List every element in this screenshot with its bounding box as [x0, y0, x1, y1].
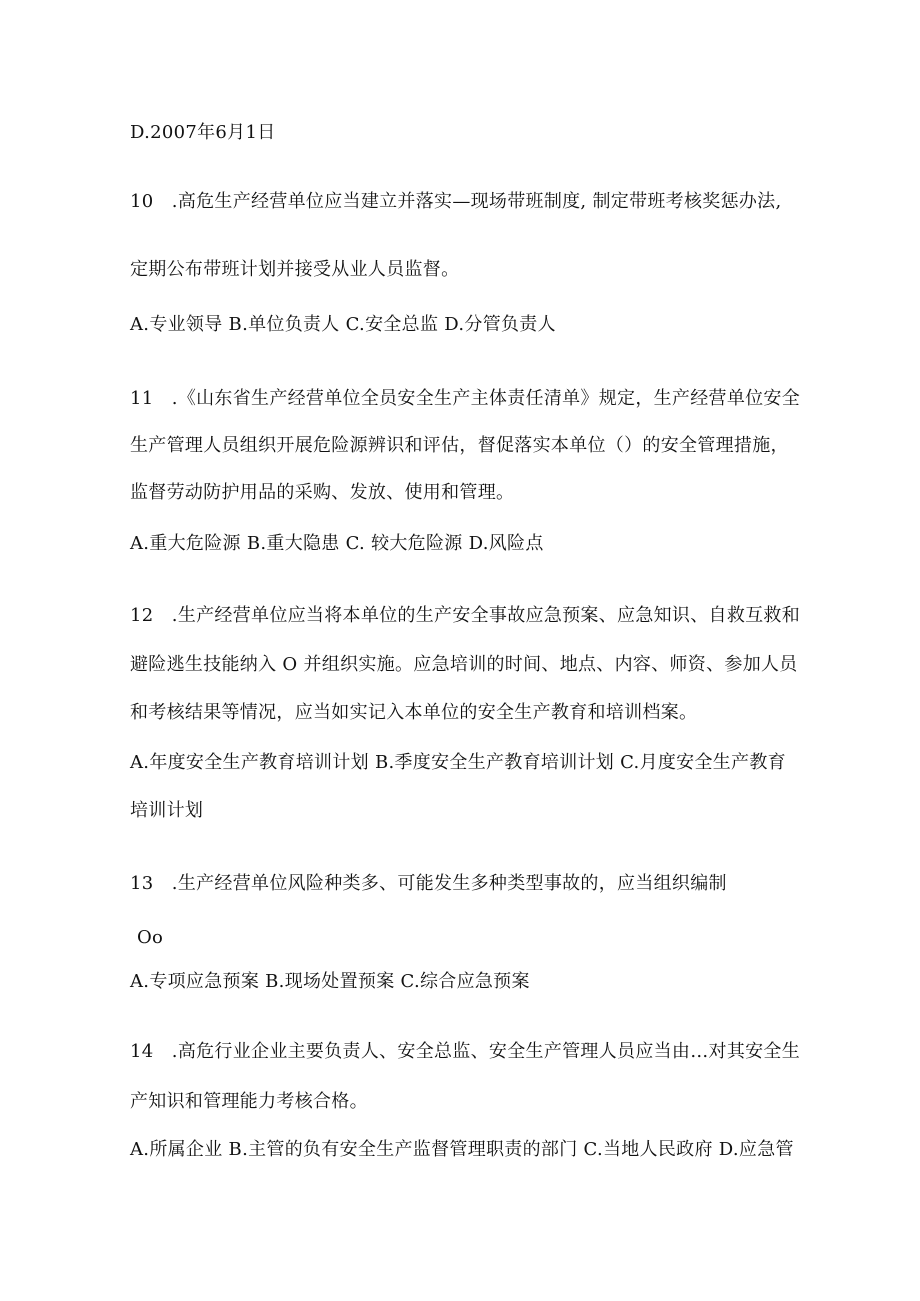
question-13-line-1: 13 .生产经营单位风险种类多、可能发生多种类型事故的，应当组织编制 — [130, 873, 727, 894]
question-11-line-1: 11 .《山东省生产经营单位全员安全生产主体责任清单》规定，生产经营单位安全 — [130, 388, 801, 409]
question-10-line-2: 定期公布带班计划并接受从业人员监督。 — [130, 259, 460, 280]
question-14-line-1: 14 .高危行业企业主要负责人、安全总监、安全生产管理人员应当由…对其安全生 — [130, 1041, 801, 1062]
question-14-options: A.所属企业 B.主管的负有安全生产监督管理职责的部门 C.当地人民政府 D.应急管 — [130, 1139, 794, 1160]
question-13-blank-text: Oo — [137, 927, 164, 948]
question-14-line-2: 产知识和管理能力考核合格。 — [130, 1091, 368, 1112]
question-10-line-1: 10 .高危生产经营单位应当建立并落实—现场带班制度, 制定带班考核奖惩办法, — [130, 191, 782, 212]
question-13-options: A.专项应急预案 B.现场处置预案 C.综合应急预案 — [130, 971, 530, 992]
question-12-options-line-1: A.年度安全生产教育培训计划 B.季度安全生产教育培训计划 C.月度安全生产教育 — [130, 752, 786, 773]
question-12-line-1: 12 .生产经营单位应当将本单位的生产安全事故应急预案、应急知识、自救互救和 — [130, 605, 801, 626]
question-10-options: A.专业领导 B.单位负责人 C.安全总监 D.分管负责人 — [130, 314, 556, 335]
option-line-d-2007: D.2007年6月1日 — [130, 122, 276, 143]
question-11-options: A.重大危险源 B.重大隐患 C. 较大危险源 D.风险点 — [130, 533, 544, 554]
question-12-options-line-2: 培训计划 — [130, 800, 204, 821]
question-11-line-2: 生产管理人员组织开展危险源辨识和评估，督促落实本单位（）的安全管理措施， — [130, 435, 789, 456]
question-11-line-3: 监督劳动防护用品的采购、发放、使用和管理。 — [130, 482, 515, 503]
question-12-line-3: 和考核结果等情况，应当如实记入本单位的安全生产教育和培训档案。 — [130, 702, 698, 723]
question-12-line-2: 避险逃生技能纳入 O 并组织实施。应急培训的时间、地点、内容、师资、参加人员 — [130, 654, 798, 675]
